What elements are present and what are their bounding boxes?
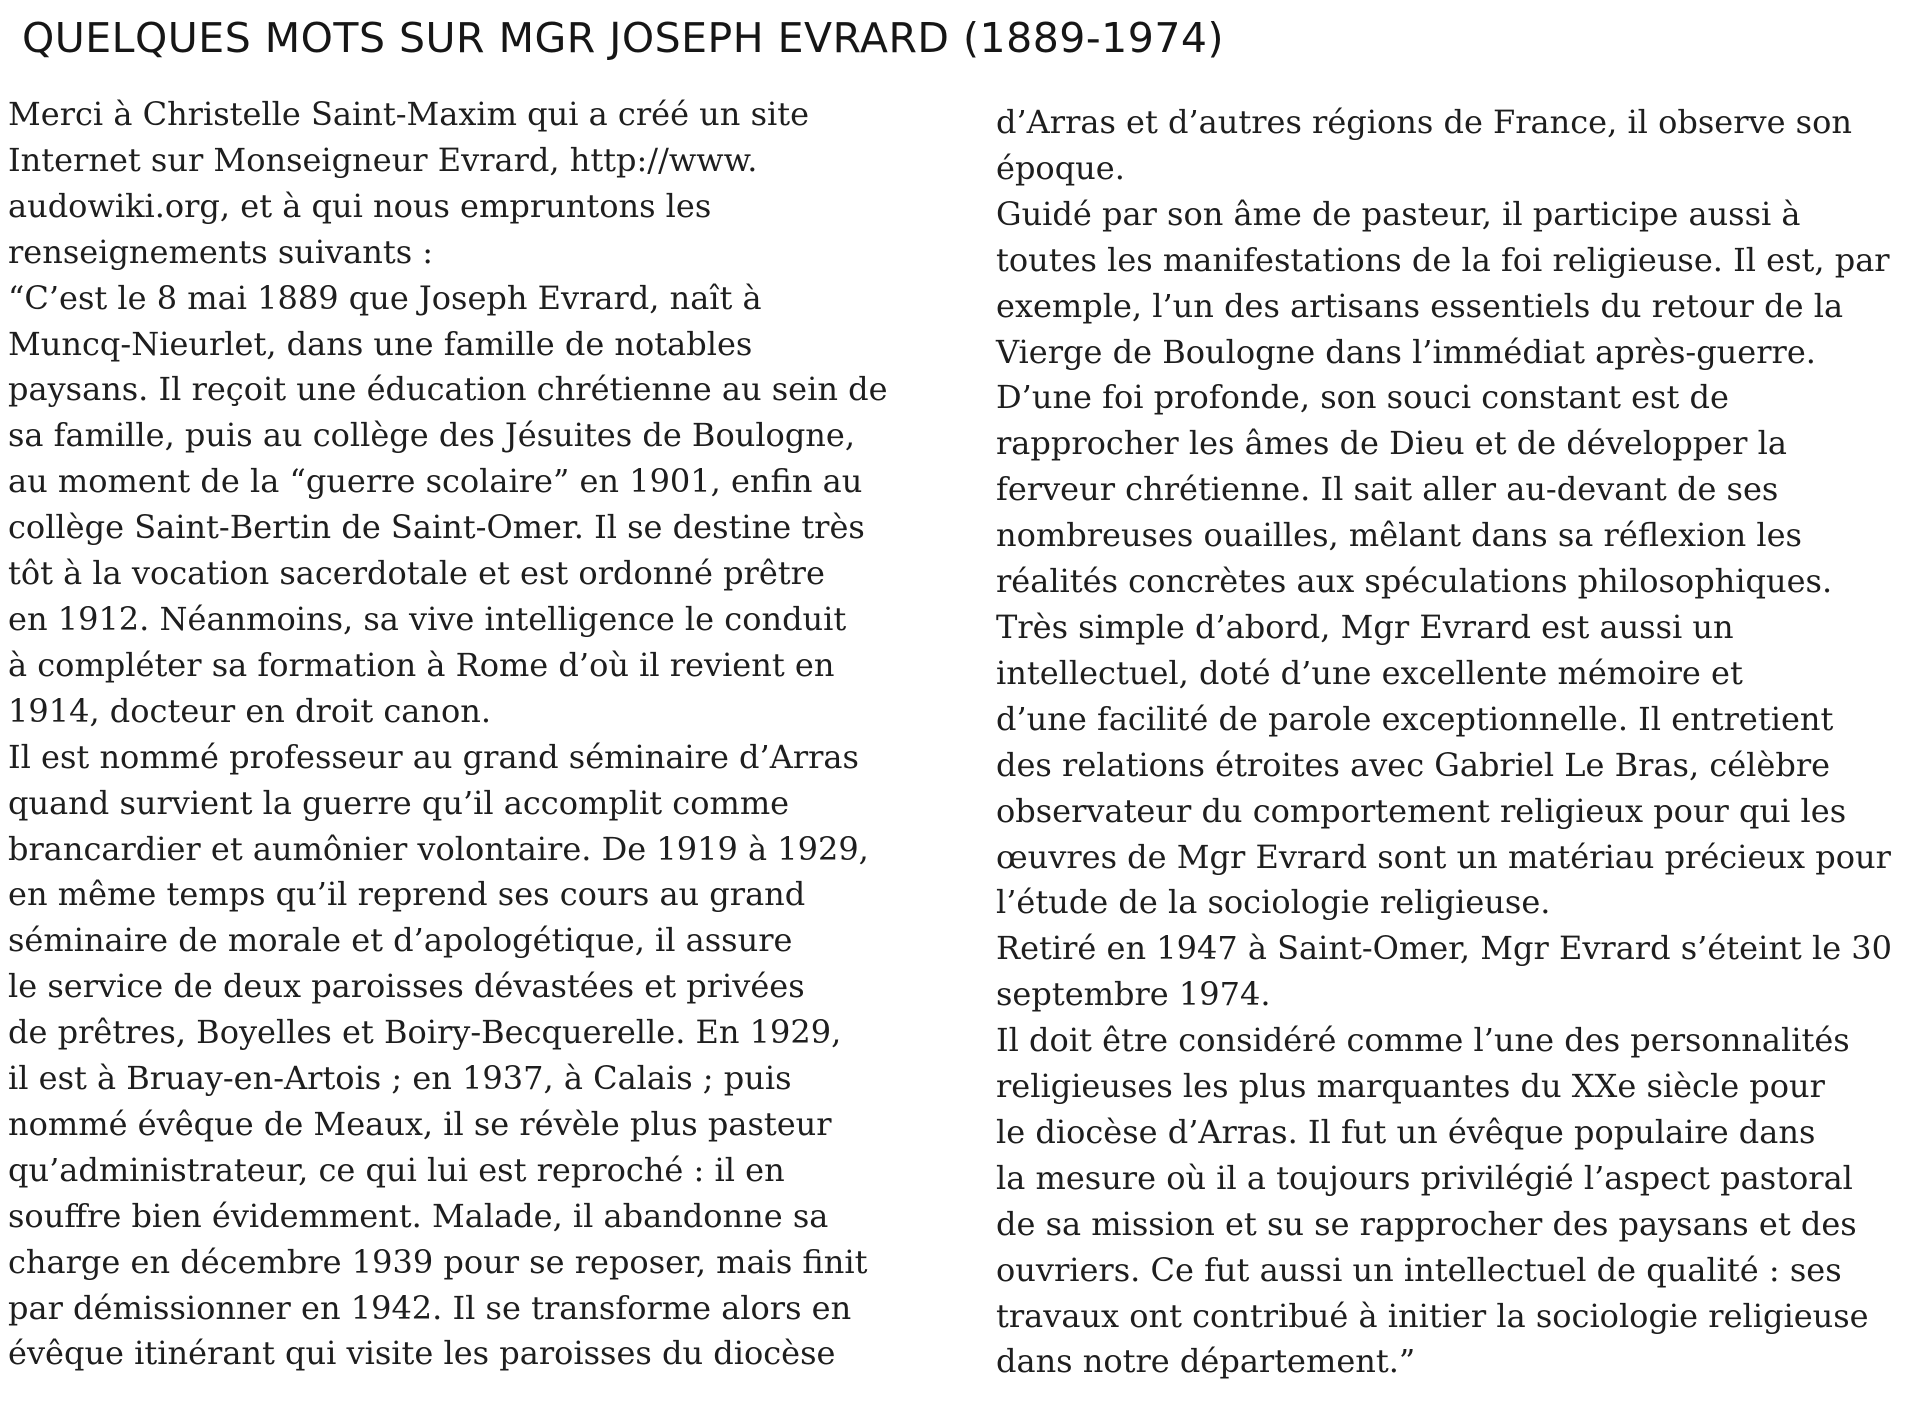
text-line: Il doit être considéré comme l’une des personnalités [996,1021,1850,1060]
text-line: “C’est le 8 mai 1889 que Joseph Evrard, naît à [8,278,762,317]
text-line: D’une foi profonde, son souci constant est de [996,378,1729,417]
text-line: observateur du comportement religieux pour qui les [996,791,1847,830]
text-line: Guidé par son âme de pasteur, il participe aussi à [996,194,1801,233]
text-line: souffre bien évidemment. Malade, il abandonne sa [8,1196,829,1235]
text-line: toutes les manifestations de la foi religieuse. Il est, par [996,240,1890,279]
text-line: charge en décembre 1939 pour se reposer, mais finit [8,1242,868,1281]
text-line: religieuses les plus marquantes du XXe siècle pour [996,1067,1825,1106]
text-line: quand survient la guerre qu’il accomplit comme [8,783,790,822]
text-line: ferveur chrétienne. Il sait aller au-devant de ses [996,470,1779,509]
text-line: Merci à Christelle Saint-Maxim qui a créé un site [8,95,810,133]
text-line: à compléter sa formation à Rome d’où il revient en [8,645,835,684]
text-line: tôt à la vocation sacerdotale et est ordonné prêtre [8,554,825,593]
text-line: par démissionner en 1942. Il se transforme alors en [8,1288,852,1327]
text-line: qu’administrateur, ce qui lui est reproché : il en [8,1150,785,1189]
text-line: au moment de la “guerre scolaire” en 1901, enfin au [8,462,863,501]
text-line: en même temps qu’il reprend ses cours au grand [8,875,806,914]
page-title: QUELQUES MOTS SUR MGR JOSEPH EVRARD (1889-1974) [22,14,1225,62]
text-line: séminaire de morale et d’apologétique, il assure [8,921,793,960]
text-line: renseignements suivants : [8,232,434,271]
text-line: la mesure où il a toujours privilégié l’aspect pastoral [996,1158,1853,1197]
text-line: évêque itinérant qui visite les paroisses du diocèse [8,1334,836,1373]
text-line: Il est nommé professeur au grand séminaire d’Arras [8,737,859,776]
text-line: le service de deux paroisses dévastées et privées [8,967,805,1006]
text-line: des relations étroites avec Gabriel Le Bras, célèbre [996,745,1831,784]
text-line: l’étude de la sociologie religieuse. [996,883,1551,922]
text-line: nommé évêque de Meaux, il se révèle plus pasteur [8,1104,832,1143]
text-line: Très simple d’abord, Mgr Evrard est aussi un [996,607,1734,646]
text-line: de sa mission et su se rapprocher des paysans et des [996,1204,1857,1243]
text-line: ouvriers. Ce fut aussi un intellectuel de qualité : ses [996,1250,1842,1289]
text-line: rapprocher les âmes de Dieu et de développer la [996,424,1787,463]
text-line: Muncq-Nieurlet, dans une famille de notables [8,324,753,363]
text-line: paysans. Il reçoit une éducation chrétienne au sein de [8,370,888,409]
text-line: de prêtres, Boyelles et Boiry-Becquerelle. En 1929, [8,1013,842,1052]
text-line: le diocèse d’Arras. Il fut un évêque populaire dans [996,1112,1816,1151]
text-line: audowiki.org, et à qui nous empruntons les [8,186,712,225]
right-text-column [996,100,1913,1385]
left-text-column [8,92,968,1377]
text-line: 1914, docteur en droit canon. [8,691,492,730]
text-line: Vierge de Boulogne dans l’immédiat après-guerre. [996,332,1816,371]
text-line: époque. [996,148,1125,187]
text-line: brancardier et aumônier volontaire. De 1919 à 1929, [8,829,869,868]
text-line: il est à Bruay-en-Artois ; en 1937, à Calais ; puis [8,1059,792,1098]
text-line: Retiré en 1947 à Saint-Omer, Mgr Evrard s’éteint le 30 [996,929,1893,968]
text-line: septembre 1974. [996,975,1271,1014]
text-line: réalités concrètes aux spéculations philosophiques. [996,562,1833,601]
text-line: sa famille, puis au collège des Jésuites de Boulogne, [8,416,856,455]
text-line: d’une facilité de parole exceptionnelle. Il entretient [996,699,1834,738]
text-line: dans notre département.” [996,1342,1416,1381]
text-line: collège Saint-Bertin de Saint-Omer. Il se destine très [8,508,865,547]
text-line: exemple, l’un des artisans essentiels du retour de la [996,286,1844,325]
text-line: en 1912. Néanmoins, sa vive intelligence le conduit [8,599,847,638]
text-line: œuvres de Mgr Evrard sont un matériau précieux pour [996,837,1891,876]
text-line: d’Arras et d’autres régions de France, il observe son [996,103,1852,141]
text-line: nombreuses ouailles, mêlant dans sa réflexion les [996,516,1802,555]
text-line: travaux ont contribué à initier la sociologie religieuse [996,1296,1869,1335]
text-line: intellectuel, doté d’une excellente mémoire et [996,653,1743,692]
text-line: Internet sur Monseigneur Evrard, http://www. [8,140,758,179]
